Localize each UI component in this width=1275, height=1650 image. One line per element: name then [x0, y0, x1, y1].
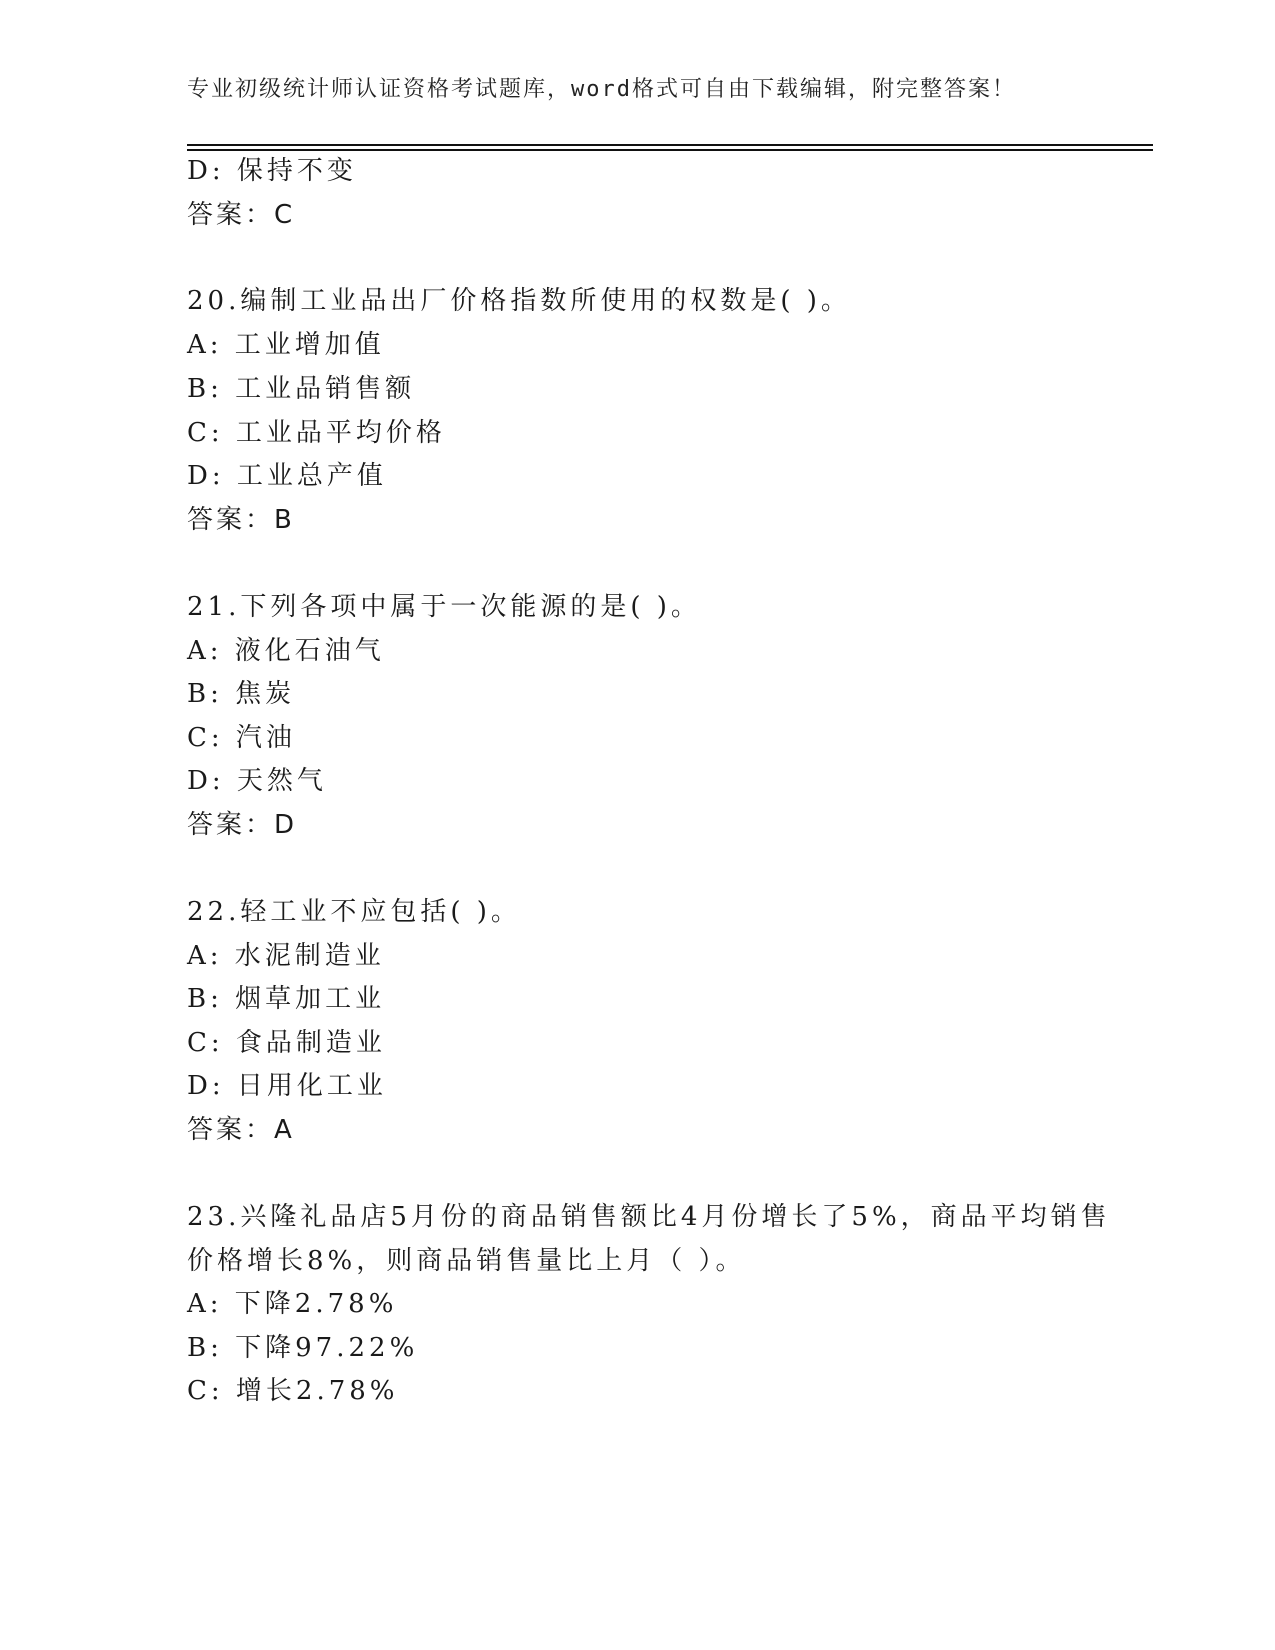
q21-option-b: B: 焦炭	[187, 679, 296, 709]
q23-option-a: A: 下降2.78%	[187, 1289, 398, 1319]
q22-answer: 答案：A	[187, 1115, 295, 1145]
prev-option-d: D: 保持不变	[187, 156, 357, 186]
q20-option-d: D: 工业总产值	[187, 461, 387, 491]
page-header: 专业初级统计师认证资格考试题库，word格式可自由下载编辑，附完整答案！	[187, 77, 1016, 102]
header-rule-top	[187, 144, 1153, 146]
header-rule-bottom	[187, 149, 1153, 151]
q22-stem: 22.轻工业不应包括( )。	[187, 897, 521, 927]
q23-option-b: B: 下降97.22%	[187, 1333, 419, 1363]
q22-option-a: A: 水泥制造业	[187, 941, 385, 971]
q20-stem: 20.编制工业品出厂价格指数所使用的权数是( )。	[187, 286, 851, 316]
q21-option-d: D: 天然气	[187, 766, 327, 796]
q20-option-b: B: 工业品销售额	[187, 374, 416, 404]
q21-option-a: A: 液化石油气	[187, 636, 385, 666]
q20-answer: 答案：B	[187, 505, 295, 535]
q21-option-c: C: 汽油	[187, 723, 296, 753]
q22-option-b: B: 烟草加工业	[187, 984, 386, 1014]
q23-stem-line1: 23.兴隆礼品店5月份的商品销售额比4月份增长了5%，商品平均销售	[187, 1202, 1111, 1232]
q22-option-c: C: 食品制造业	[187, 1028, 386, 1058]
q23-option-c: C: 增长2.78%	[187, 1376, 399, 1406]
q20-option-a: A: 工业增加值	[187, 330, 385, 360]
q21-answer: 答案：D	[187, 810, 298, 840]
q21-stem: 21.下列各项中属于一次能源的是( )。	[187, 592, 701, 622]
q23-stem-line2: 价格增长8%，则商品销售量比上月（ ）。	[187, 1246, 746, 1276]
q22-option-d: D: 日用化工业	[187, 1071, 387, 1101]
prev-answer: 答案：C	[187, 200, 296, 230]
q20-option-c: C: 工业品平均价格	[187, 418, 446, 448]
